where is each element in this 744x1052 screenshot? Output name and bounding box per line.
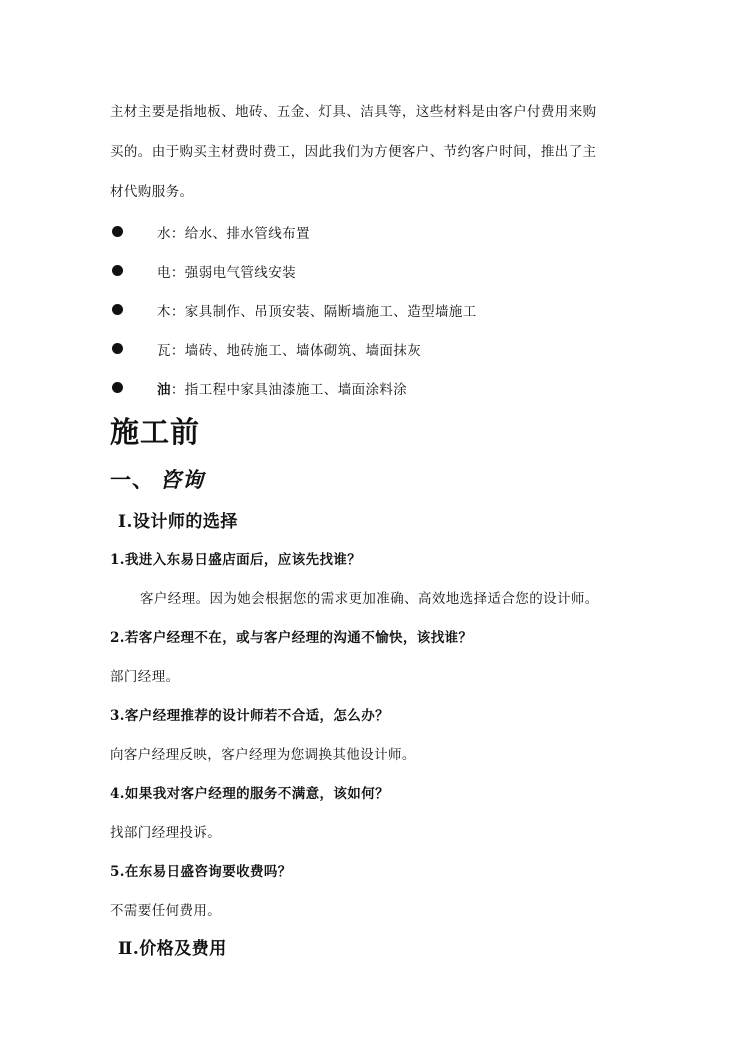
trade-bullet-list	[110, 212, 670, 407]
question-1: 1.我进入东易日盛店面后，应该先找谁？	[110, 552, 362, 568]
bullet-desc: ：家具制作、吊顶安装、隔断墙施工、造型墙施工	[170, 303, 477, 320]
bullet-desc: ：指工程中家具油漆施工、墙面涂料涂	[170, 381, 408, 398]
question-3: 3.客户经理推荐的设计师若不合适，怎么办？	[110, 708, 389, 724]
question-5: 5.在东易日盛咨询要收费吗？	[110, 864, 292, 880]
intro-paragraph	[110, 92, 640, 212]
bullet-term: 木	[157, 303, 171, 320]
bullet-dot-icon	[112, 382, 123, 393]
bullet-desc: ：墙砖、地砖施工、墙体砌筑、墙面抹灰	[170, 342, 422, 359]
bullet-item-electric	[110, 251, 670, 290]
bullet-item-paint	[110, 368, 670, 407]
intro-line-1: 主材主要是指地板、地砖、五金、灯具、洁具等，这些材料是由客户付费用来购	[110, 104, 597, 120]
question-2: 2.若客户经理不在，或与客户经理的沟通不愉快，该找谁？	[110, 630, 473, 646]
answer-2: 部门经理。	[110, 669, 180, 685]
bullet-term: 瓦	[157, 342, 171, 359]
intro-line-2: 买的。由于购买主材费时费工，因此我们为方便客户、节约客户时间，推出了主	[110, 144, 597, 160]
bullet-item-water	[110, 212, 670, 251]
bullet-desc: ：强弱电气管线安装	[170, 264, 297, 281]
bullet-term: 电	[157, 264, 171, 281]
sub-heading-prefix: 一、	[110, 467, 154, 492]
bullet-dot-icon	[112, 265, 123, 276]
answer-5: 不需要任何费用。	[110, 903, 222, 919]
bullet-dot-icon	[112, 304, 123, 315]
answer-3: 向客户经理反映，客户经理为您调换其他设计师。	[110, 747, 416, 763]
part2-title: Ⅱ.价格及费用	[118, 939, 227, 959]
intro-line-3: 材代购服务。	[110, 184, 194, 200]
answer-4: 找部门经理投诉。	[110, 825, 222, 841]
part1-title: Ⅰ.设计师的选择	[118, 512, 238, 532]
bullet-dot-icon	[112, 226, 123, 237]
sub-heading	[110, 464, 204, 494]
bullet-term: 水	[157, 225, 171, 242]
bullet-item-tile	[110, 329, 670, 368]
sub-heading-title: 咨询	[160, 467, 204, 492]
question-4: 4.如果我对客户经理的服务不满意，该如何？	[110, 786, 389, 802]
section-heading: 施工前	[110, 415, 201, 449]
bullet-desc: ：给水、排水管线布置	[170, 225, 310, 242]
bullet-term: 油	[157, 381, 171, 398]
bullet-dot-icon	[112, 343, 123, 354]
answer-1: 客户经理。因为她会根据您的需求更加准确、高效地选择适合您的设计师。	[140, 591, 599, 607]
bullet-item-wood	[110, 290, 670, 329]
